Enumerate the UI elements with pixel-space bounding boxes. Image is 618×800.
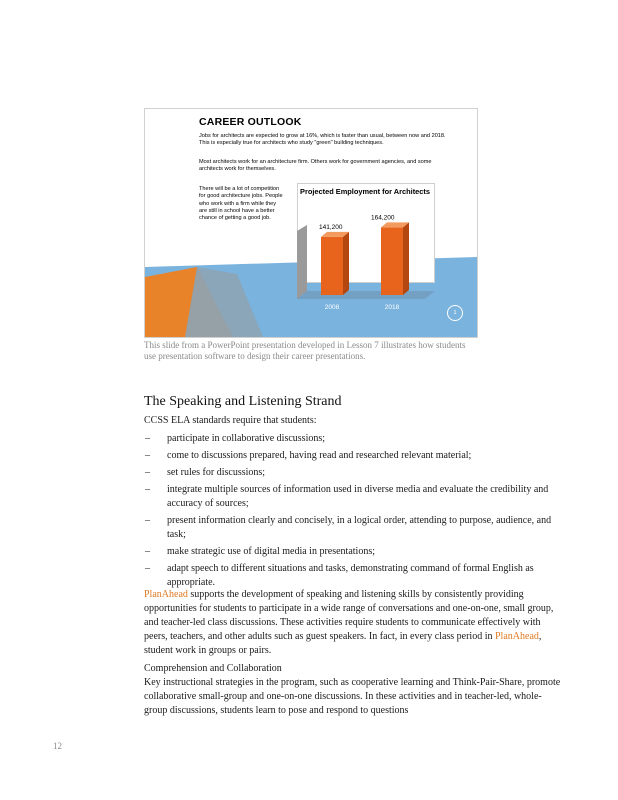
- list-item-text: participate in collaborative discussions;: [167, 433, 326, 444]
- chart-data-label: 141,200: [319, 223, 343, 231]
- chart-bar-side: [403, 222, 409, 295]
- list-dash: –: [145, 515, 150, 526]
- list-dash: –: [145, 563, 150, 574]
- chart-plot: [145, 109, 477, 337]
- brand-name: PlanAhead: [144, 589, 188, 600]
- chart-side-wall: [297, 225, 307, 299]
- chart-title: Projected Employment for Architects: [300, 187, 430, 196]
- list-item: [144, 514, 564, 542]
- section-heading: The Speaking and Listening Strand: [144, 394, 342, 409]
- list-dash: –: [145, 433, 150, 444]
- list-item-text: present information clearly and concisely, in a logical order, attending to purpose, audience, and task;: [167, 515, 552, 540]
- chart-category-label: 2008: [324, 304, 340, 311]
- list-dash: –: [145, 484, 150, 495]
- slide-caption: This slide from a PowerPoint presentation developed in Lesson 7 illustrates how students use presentation software to design their career presentations.: [144, 340, 466, 361]
- paragraph-text: , student work in groups or pairs.: [144, 631, 542, 656]
- slide-paragraph-1: Jobs for architects are expected to grow at 16%, which is faster than usual, between now and 2018. This is especially true for architects who study "green" building techniques.: [199, 133, 446, 147]
- list-item-text: come to discussions prepared, having read and researched relevant material;: [167, 450, 472, 461]
- list-item: [144, 466, 564, 480]
- list-item-text: make strategic use of digital media in presentations;: [167, 546, 375, 557]
- list-item-text: adapt speech to different situations and tasks, demonstrating command of formal English as appropriate.: [167, 563, 534, 588]
- slide-side-text: There will be a lot of competition for good architecture jobs. People who work with a firm while they are still in school have a better chance of getting a good job.: [199, 186, 283, 222]
- paragraph-text: supports the development of speaking and listening skills by consistently providing opportunities for students to participate in a wide range of conversations and one-on-one, small group, and teacher-led class discussions. These activities require students to communicate effectively with peers, teachers, and other adults such as guest speakers. In fact, in every class period in: [144, 589, 554, 642]
- planahead-paragraph: [144, 588, 562, 658]
- sub-heading: Comprehension and Collaboration: [144, 663, 282, 674]
- list-item: [144, 432, 564, 446]
- chart-category-label: 2018: [384, 304, 400, 311]
- chart-bar: [321, 237, 343, 295]
- slide-title: CAREER OUTLOOK: [199, 116, 302, 128]
- section-intro: CCSS ELA standards require that students:: [144, 415, 317, 426]
- list-item: [144, 562, 564, 590]
- list-item: [144, 449, 564, 463]
- career-outlook-slide: [144, 108, 478, 338]
- list-item: [144, 483, 564, 511]
- list-item-text: set rules for discussions;: [167, 467, 266, 478]
- slide-number-badge: 1: [447, 305, 463, 321]
- collaboration-paragraph: Key instructional strategies in the program, such as cooperative learning and Think-Pair-Share, promote collaborative small-group and one-on-one discussions. In these activities and in teacher-led, whole-group discussions, students learn to pose and respond to questions: [144, 677, 561, 716]
- slide-paragraph-2: Most architects work for an architecture firm. Others work for government agencies, and some architects work for themselves.: [199, 159, 432, 173]
- list-item-text: integrate multiple sources of information used in diverse media and evaluate the credibility and accuracy of sources;: [167, 484, 549, 509]
- list-dash: –: [145, 546, 150, 557]
- chart-bar: [381, 227, 403, 295]
- chart-data-label: 164,200: [371, 214, 395, 222]
- chart-floor: [297, 291, 435, 299]
- list-item: [144, 545, 564, 559]
- standards-list: [144, 432, 564, 593]
- page-number: 12: [53, 741, 62, 751]
- chart-bar-side: [343, 232, 349, 295]
- list-dash: –: [145, 450, 150, 461]
- list-dash: –: [145, 467, 150, 478]
- brand-name: PlanAhead: [495, 631, 539, 642]
